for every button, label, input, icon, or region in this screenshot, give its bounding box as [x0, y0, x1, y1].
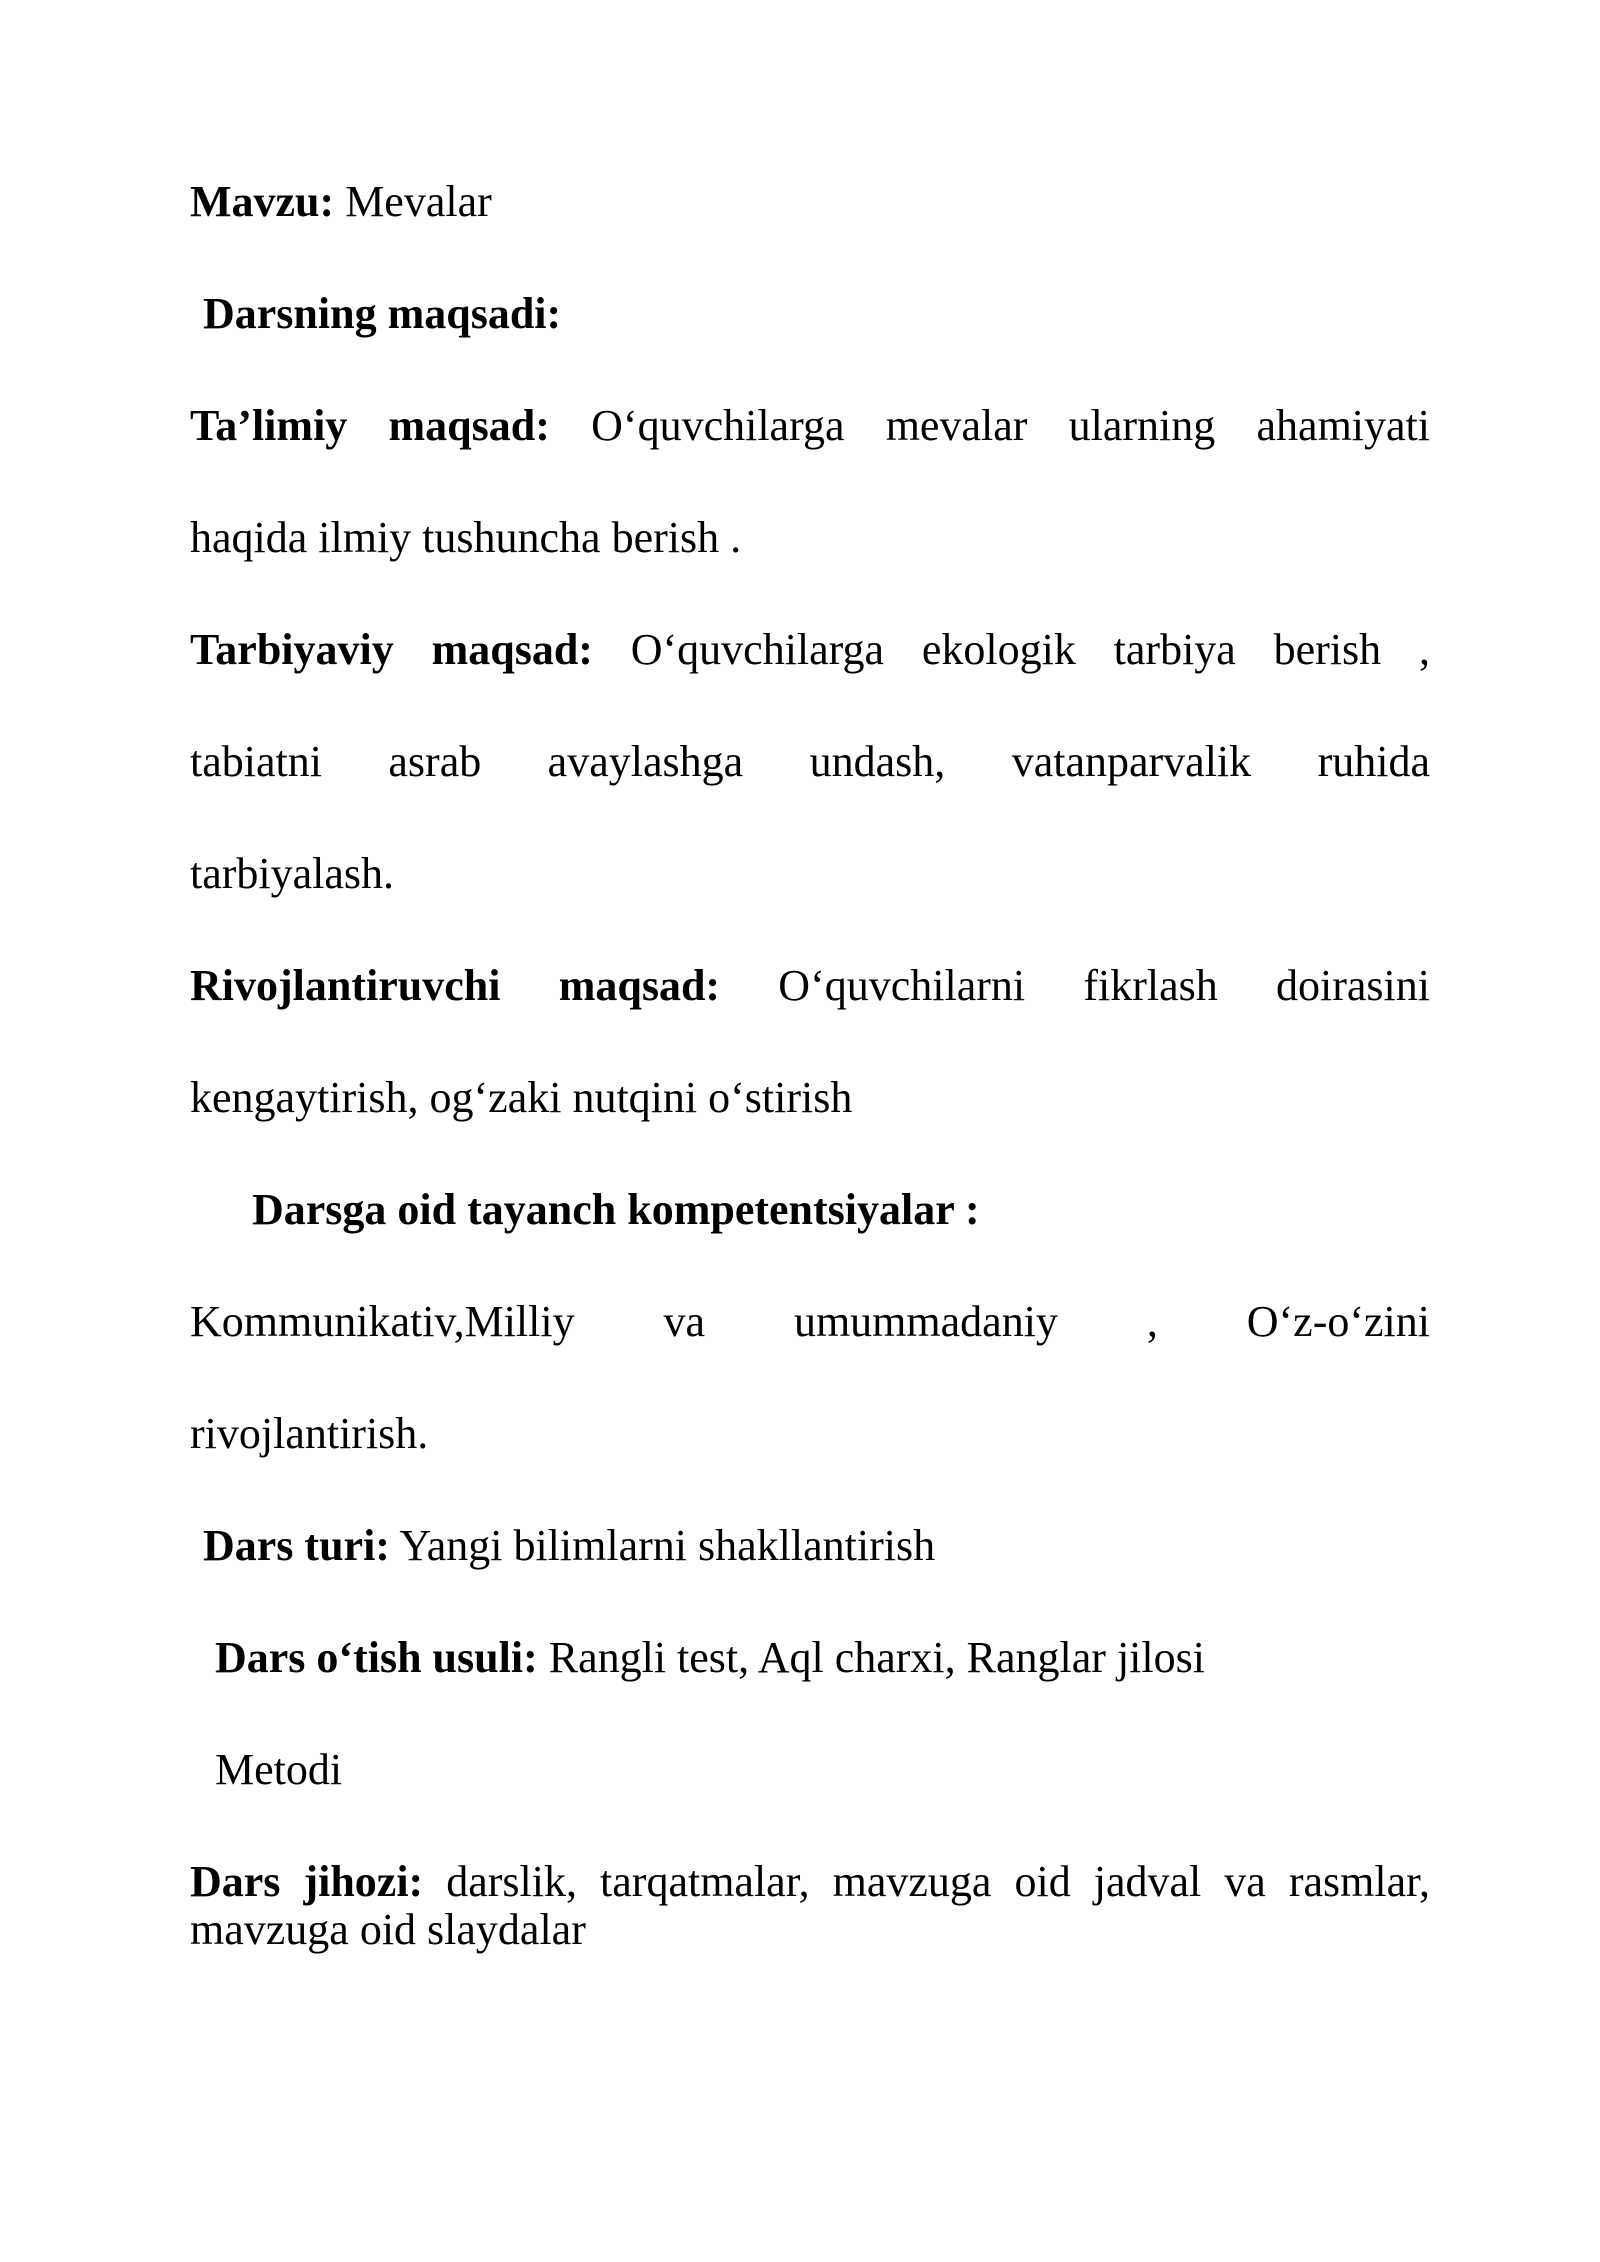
developmental-line-2	[190, 1074, 1430, 1122]
competencies-text-1: Kommunikativ,Milliy va umummadaniy , O‘z-o‘zini	[190, 1297, 1430, 1346]
lesson-type-line	[203, 1522, 1443, 1570]
method-line-2	[215, 1746, 1455, 1794]
developmental-line-1	[190, 962, 1430, 1010]
upbringing-line-2	[190, 738, 1430, 786]
upbringing-line-3	[190, 850, 1430, 898]
educational-line-2	[190, 514, 1430, 562]
educational-label: Ta’limiy maqsad:	[190, 401, 550, 450]
competencies-text-2: rivojlantirish.	[190, 1409, 429, 1458]
upbringing-text-1: O‘quvchilarga ekologik tarbiya berish ,	[592, 625, 1430, 674]
upbringing-text-2: tabiatni asrab avaylashga undash, vatanparvalik ruhida	[190, 737, 1430, 786]
upbringing-line-1	[190, 626, 1430, 674]
method-label: Dars o‘tish usuli:	[215, 1633, 538, 1682]
method-value: Rangli test, Aql charxi, Ranglar jilosi	[537, 1633, 1205, 1682]
equipment-paragraph	[190, 1858, 1430, 1954]
equipment-value: darslik, tarqatmalar, mavzuga oid jadval va rasmlar, mavzuga oid slaydalar	[190, 1857, 1430, 1954]
upbringing-label: Tarbiyaviy maqsad:	[190, 625, 593, 674]
developmental-label: Rivojlantiruvchi maqsad:	[190, 961, 721, 1010]
topic-label: Mavzu:	[190, 177, 335, 226]
goal-heading-text: Darsning maqsadi:	[203, 289, 562, 338]
topic-value: Mevalar	[334, 177, 492, 226]
educational-line-1	[190, 402, 1430, 450]
equipment-label: Dars jihozi:	[190, 1857, 424, 1906]
developmental-text-1: O‘quvchilarni fikrlash doirasini	[720, 961, 1430, 1010]
competencies-line-2	[190, 1410, 1430, 1458]
method-text-2: Metodi	[215, 1745, 343, 1794]
upbringing-text-3: tarbiyalash.	[190, 849, 395, 898]
topic-line	[190, 178, 1430, 226]
method-line-1	[215, 1634, 1455, 1682]
developmental-text-2: kengaytirish, og‘zaki nutqini o‘stirish	[190, 1073, 853, 1122]
competencies-line-1	[190, 1298, 1430, 1346]
competencies-heading-text: Darsga oid tayanch kompetentsiyalar :	[252, 1185, 980, 1234]
educational-text-1: O‘quvchilarga mevalar ularning ahamiyati	[549, 401, 1430, 450]
lesson-type-value: Yangi bilimlarni shakllantirish	[389, 1521, 936, 1570]
goal-heading	[203, 290, 1443, 338]
educational-text-2: haqida ilmiy tushuncha berish .	[190, 513, 742, 562]
lesson-type-label: Dars turi:	[203, 1521, 390, 1570]
competencies-heading	[252, 1186, 1492, 1234]
